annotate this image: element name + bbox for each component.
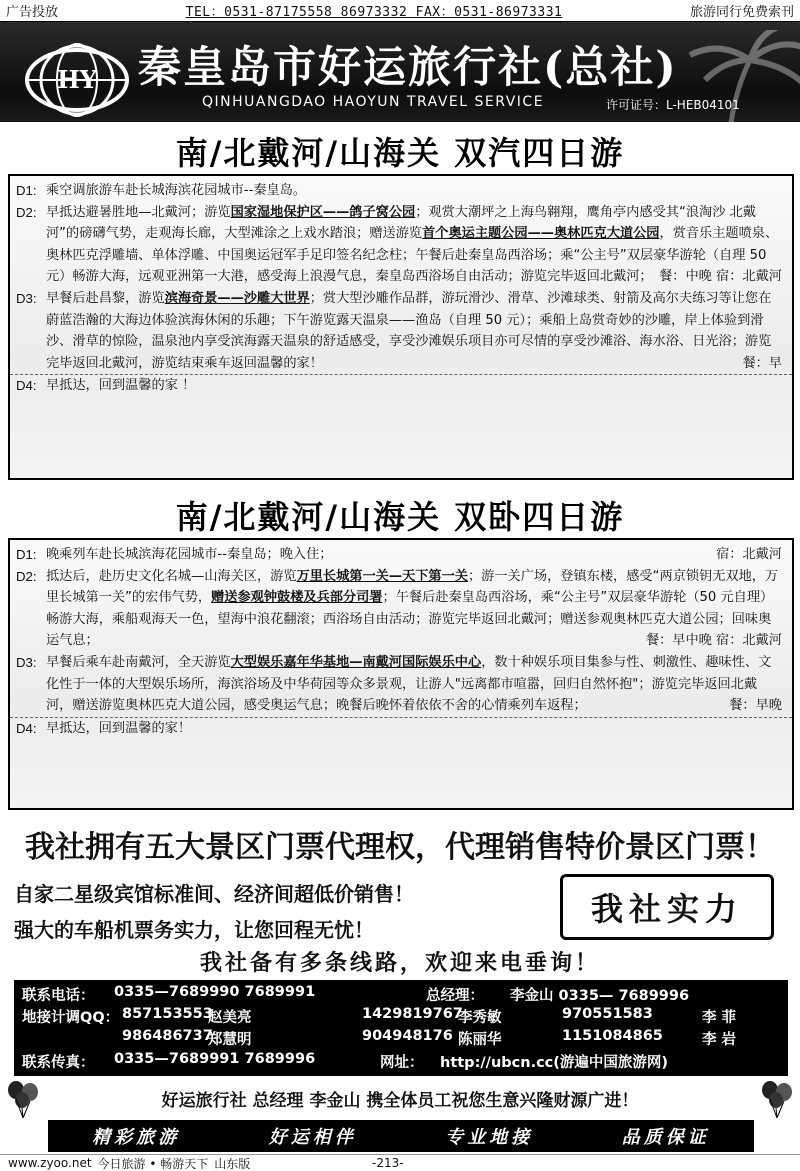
day-label: D2: [16, 568, 37, 584]
contact-panel [14, 980, 788, 1076]
day-label: D4: [16, 720, 37, 736]
day-text: 早餐后乘车赴南戴河，全天游览大型娱乐嘉年华基地—南戴河国际娱乐中心，数十种娱乐项目集参与性、刺激性、趣味性、文化性于一体的大型娱乐场所，海滨浴场及中华荷园等众多景观，让游人"远离都市喧嚣，回归自然怀抱"；游览完毕返回北戴河，赠送游览奥林匹克大道公园，感受奥运气息；晚餐后晚怀着依依不舍的心情乘列车返程； 餐：早晚 [46, 652, 782, 717]
agency-header [0, 22, 800, 122]
motto-item: 品质保证 [621, 1127, 710, 1148]
meal-lodging: 餐：早晚 [729, 698, 782, 714]
day-text: 早抵达，回到温馨的家！ [46, 720, 192, 736]
ticket-agency-slogan: 我社拥有五大景区门票代理权，代理销售特价景区门票！ [25, 830, 775, 865]
qq-contact-name: 李 菲 [702, 1010, 737, 1026]
day-label: D2: [16, 204, 37, 220]
footer-site[interactable]: www.zyoo.net [8, 1156, 92, 1170]
day-text: 早餐后赴昌黎，游览滨海奇景——沙雕大世界；赏大型沙雕作品群，游玩滑沙、滑草、沙滩球类、射箭及高尔夫练习等让您在蔚蓝浩瀚的大海边体验滨海休闲的乐趣；下午游览露天温泉——渔岛（自理 50 元）；乘船上岛赏奇妙的沙雕，岸上体验到滑沙、滑草的惊险，温泉池内享受滨海露天温泉的舒适感受，享受沙滩娱乐项目亦可尽情的享受沙滩浴、海水浴、日光浴；游览完毕返回北戴河，游览结束乘车返回温馨的家！ 餐：早 [46, 288, 782, 374]
hy-logo-icon [22, 40, 132, 120]
highlight-attraction: 滨海奇景——沙雕大世界 [164, 290, 310, 306]
page-footer [0, 1154, 800, 1171]
highlight-attraction: 大型娱乐嘉年华基地—南戴河国际娱乐中心 [230, 654, 482, 670]
website-url[interactable]: http://ubcn.cc(游遍中国旅游网) [440, 1055, 669, 1071]
phone-label: 联系电话： [22, 988, 95, 1004]
qq-contact-name: 陈丽华 [458, 1032, 502, 1048]
meal-lodging: 餐：中晚 宿：北戴河 [659, 269, 782, 285]
tour2-itinerary [8, 538, 794, 810]
svg-text:HY: HY [57, 65, 97, 94]
qq-number: 1429819767 [362, 1006, 463, 1022]
license-number: 许可证号：L-HEB04101 [606, 98, 740, 112]
balloons-icon [760, 1080, 794, 1120]
ticketing-promo: 强大的车船机票务实力，让您回程无忧！ [14, 918, 374, 942]
footer-brand: 今日旅游 • 畅游天下 [97, 1156, 209, 1171]
fax-label: 联系传真： [22, 1055, 95, 1071]
motto-item: 好运相伴 [268, 1127, 357, 1148]
ad-phones: TEL：0531-87175558 86973332 FAX：0531-86973331 [185, 5, 563, 20]
page-number: -213- [372, 1156, 404, 1170]
fax-numbers: 0335—7689991 7689996 [114, 1051, 316, 1067]
highlight-attraction: 万里长城第一关—天下第一关 [296, 568, 468, 584]
tour2-day1 [16, 544, 782, 566]
highlight-attraction: 国家湿地保护区——鸽子窝公园 [230, 204, 416, 220]
website-label: 网址： [380, 1055, 424, 1071]
day-label: D3: [16, 654, 37, 670]
tour1-day1 [16, 180, 782, 202]
day-text: 抵达后，赴历史文化名城—山海关区，游览万里长城第一关—天下第一关；游一关广场，登镇东楼，感受“两京锁钥无双地，万里长城第一关”的宏伟气势，赠送参观钟鼓楼及兵部分司署；午餐后赴秦皇岛西浴场，乘“公主号”双层豪华游轮（50 元自理）畅游大海，乘船观海天一色，望海中浪花翻滚；西浴场自由活动；游览完毕返回北戴河；赠送参观奥林匹克大道公园；回味奥运气息； 餐：早中晚 宿：北戴河 [46, 566, 782, 652]
motto-item: 专业地接 [445, 1127, 534, 1148]
tour1-title: 南/北戴河/山海关 双汽四日游 [175, 134, 625, 172]
greeting-line: 好运旅行社 总经理 李金山 携全体员工祝您生意兴隆财源广进！ [161, 1091, 639, 1111]
qq-number: 857153553 [122, 1006, 213, 1022]
tour1-day2 [16, 202, 782, 288]
motto-banner [48, 1120, 754, 1152]
day-text: 早抵达避暑胜地—北戴河；游览国家湿地保护区——鸽子窝公园；观赏大潮坪之上海鸟翱翔，鹰角亭内感受其“浪淘沙 北戴河”的磅礴气势，走观海长廊，大型滩涂之上戏水踏浪；赠送游览首个奥运主题公园——奥林匹克大道公园，赏音乐主题喷泉、奥林匹克浮雕墙、单体浮雕、中国奥运冠军手足印签名纪念柱；午餐后赴秦皇岛西浴场；乘“公主号”双层豪华游轮（自理 50 元）畅游大海，远观亚洲第一大港，感受海上浪漫气息，秦皇岛西浴场自由活动；游览完毕返回北戴河； 餐：中晚 宿：北戴河 [46, 202, 782, 288]
day-label: D1: [16, 547, 37, 562]
day-label: D3: [16, 290, 37, 306]
routes-invite: 我社备有多条线路，欢迎来电垂询！ [199, 950, 600, 976]
footer-region: 山东版 [214, 1156, 251, 1171]
qq-contact-name: 郑慧明 [208, 1032, 252, 1048]
tour2-day4 [16, 718, 782, 740]
tour2-day2 [16, 566, 782, 652]
tour1-day3 [16, 288, 782, 374]
day-text: 乘空调旅游车赴长城海滨花园城市--秦皇岛。 [46, 183, 307, 198]
free-copy-label: 旅游同行免费索刊 [689, 5, 794, 20]
motto-item: 精彩旅游 [92, 1127, 181, 1148]
qq-contact-name: 赵美亮 [208, 1010, 252, 1026]
phone-numbers: 0335—7689990 7689991 [114, 984, 316, 1000]
tour1-day4 [16, 375, 782, 397]
day-label: D4: [16, 378, 37, 394]
manager-label: 总经理： [426, 988, 484, 1004]
day-label: D1: [16, 183, 37, 198]
strength-stamp: 我社实力 [560, 874, 774, 940]
manager-contact: 李金山 0335— 7689996 [510, 988, 690, 1004]
ad-label: 广告投放 [6, 5, 59, 20]
highlight-attraction: 首个奥运主题公园——奥林匹克大道公园 [422, 226, 660, 242]
qq-number: 1151084865 [562, 1028, 663, 1044]
tour2-title: 南/北戴河/山海关 双卧四日游 [175, 498, 625, 536]
tour2-day3 [16, 652, 782, 717]
qq-number: 904948176 [362, 1028, 453, 1044]
meal-lodging: 餐：早 [742, 355, 782, 371]
qq-number: 986486737 [122, 1028, 213, 1044]
day-text: 早抵达，回到温馨的家 ！ [46, 378, 196, 394]
qq-contact-name: 李秀敏 [458, 1010, 502, 1026]
highlight-attraction: 赠送参观钟鼓楼及兵部分司署 [211, 590, 383, 606]
meal-lodging: 餐：早中晚 宿：北戴河 [645, 633, 782, 649]
tour1-itinerary [8, 174, 794, 480]
top-ad-strip [0, 0, 800, 22]
agency-english-name: QINHUANGDAO HAOYUN TRAVEL SERVICE [202, 94, 545, 110]
agency-title: 秦皇岛市好运旅行社(总社) [138, 43, 678, 93]
hotel-promo: 自家二星级宾馆标准间、经济间超低价销售！ [14, 882, 414, 906]
qq-contact-name: 李 岩 [702, 1032, 737, 1048]
qq-number: 970551583 [562, 1006, 653, 1022]
day-text: 晚乘列车赴长城滨海花园城市--秦皇岛；晚入住； 宿：北戴河 [46, 544, 782, 566]
meal-lodging: 宿：北戴河 [716, 547, 782, 562]
qq-label: 地接计调QQ： [22, 1010, 120, 1026]
